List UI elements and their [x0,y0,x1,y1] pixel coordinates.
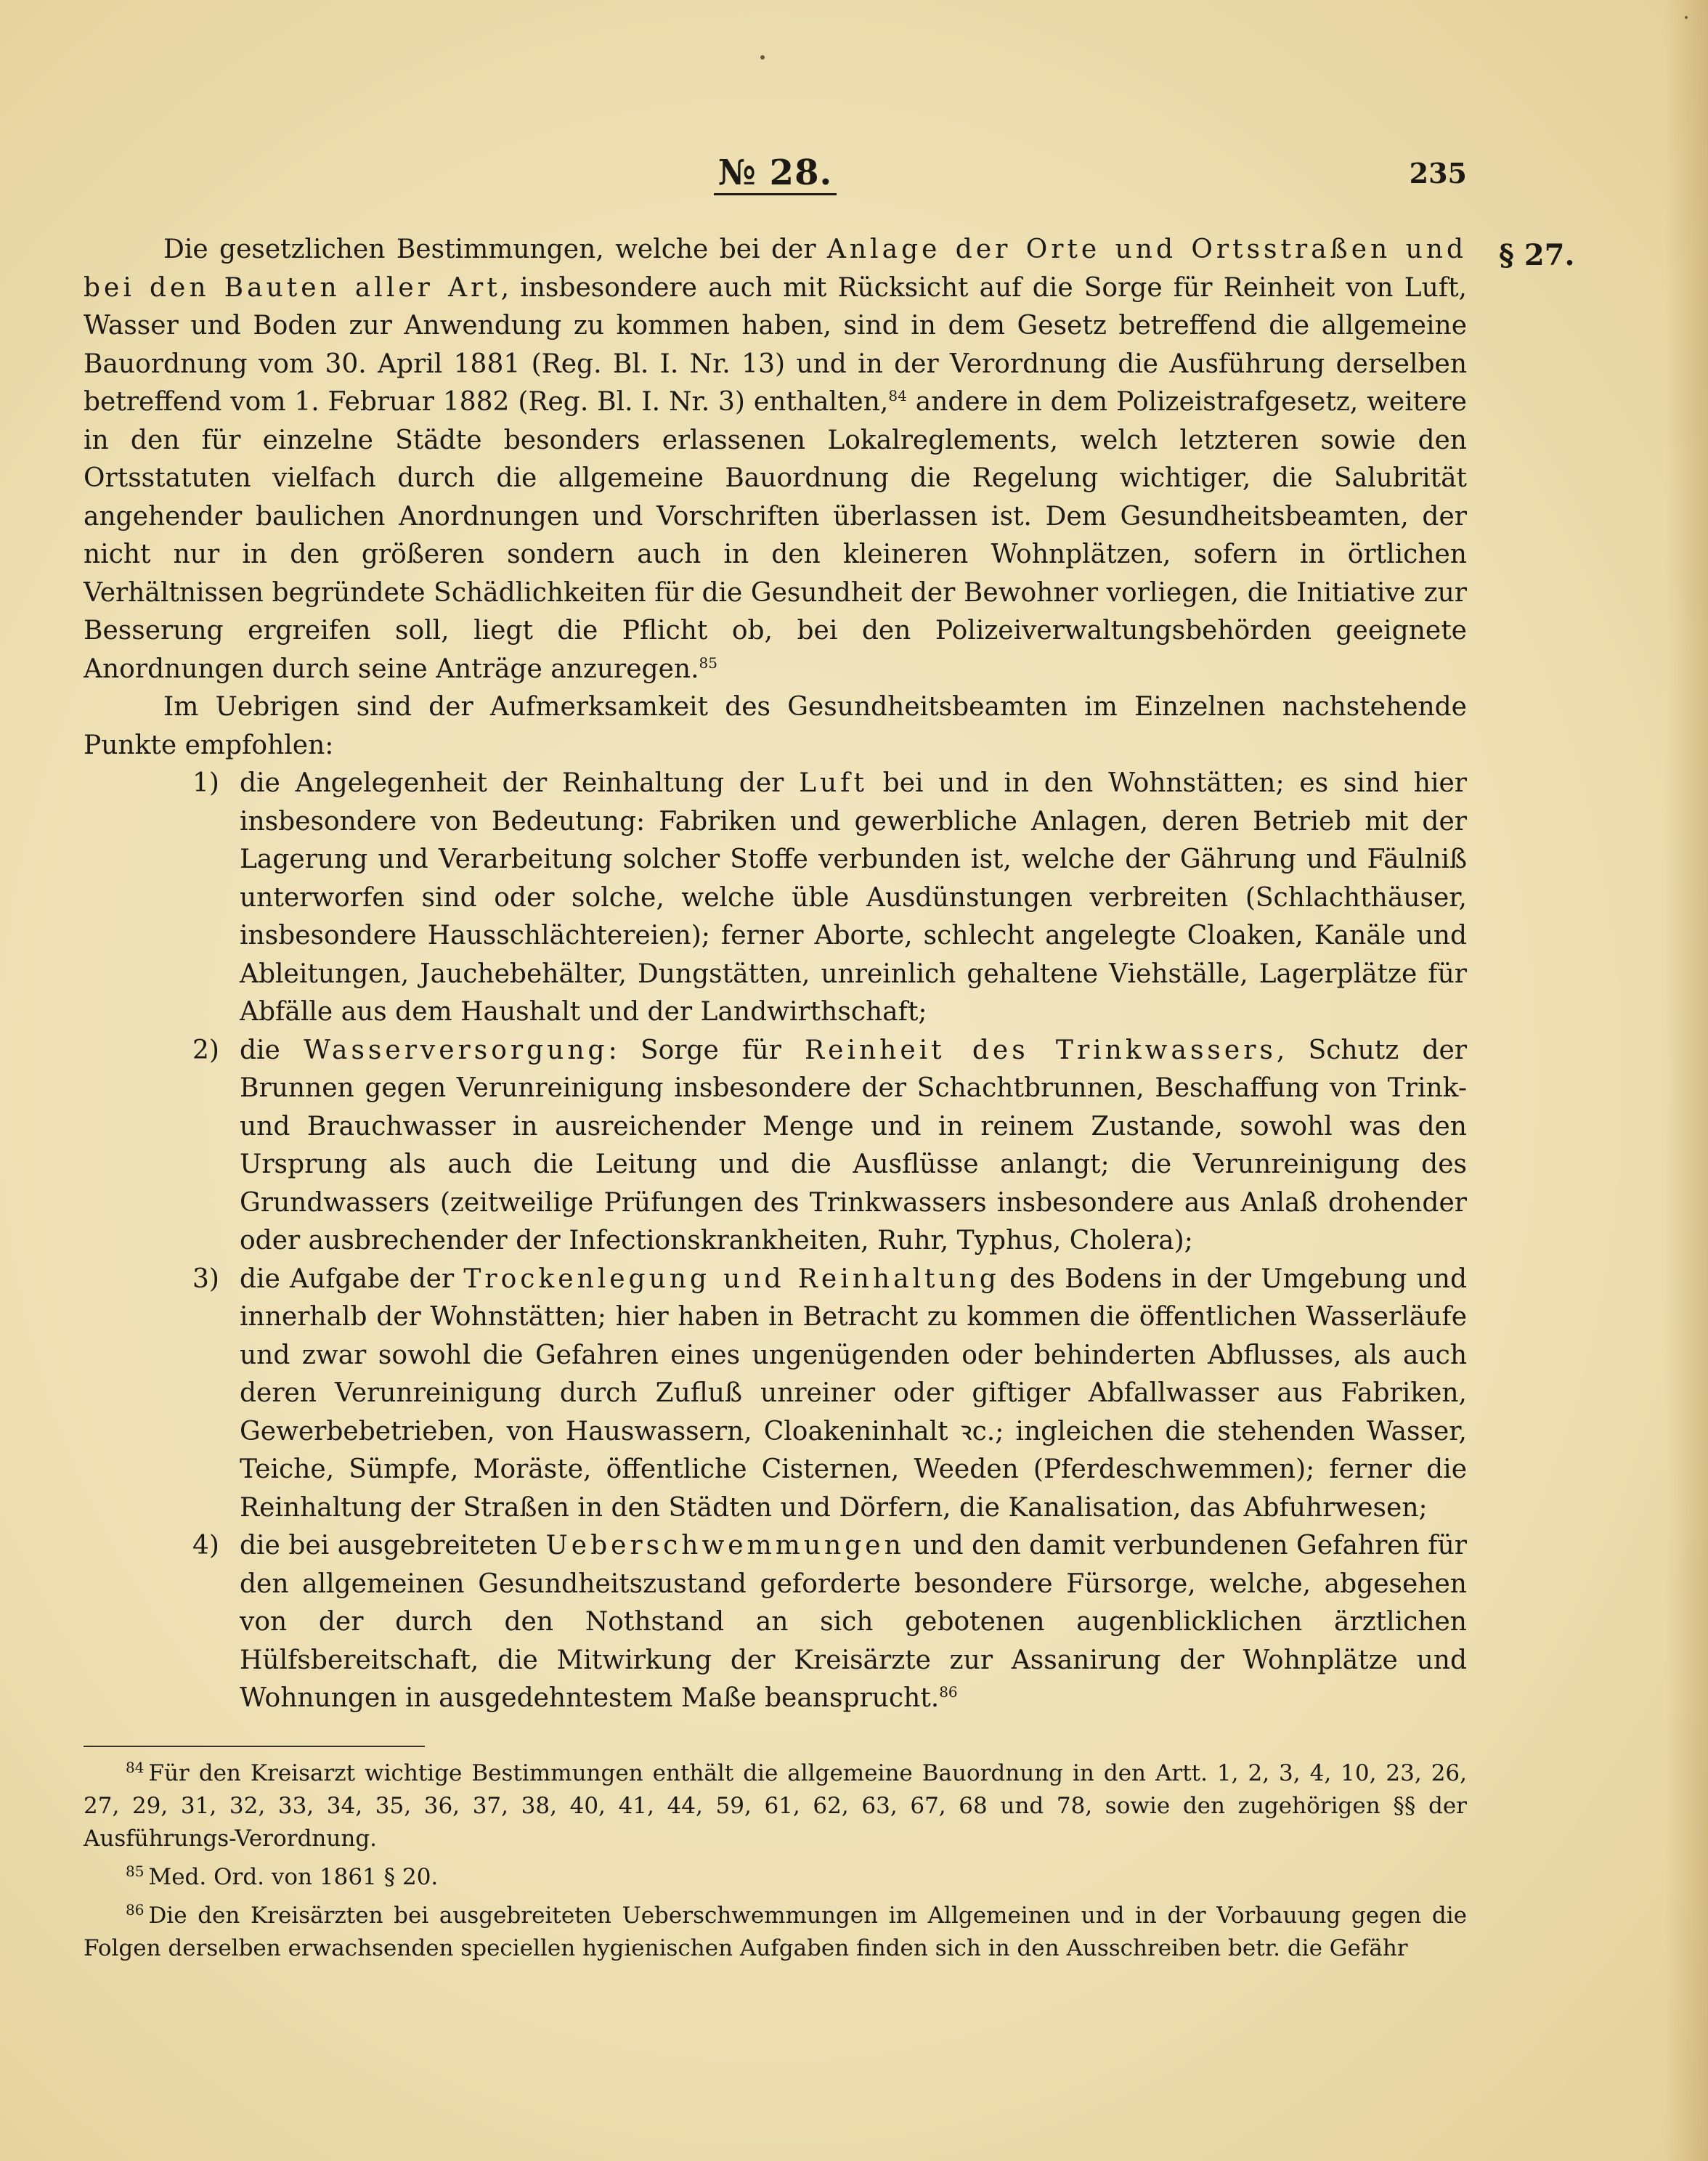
footnote-ref-85: 85 [699,654,717,672]
document-number-text: № 28. [714,152,837,195]
list-item: 4) die bei ausgebreiteten Ueberschwemmungen und den damit verbundenen Gefahren für den allgemeinen Gesundheitszustand geforderte besondere Fürsorge, welche, abgesehen von der durch den Nothstand an sich gebotenen augenblicklichen ärztlichen Hülfsbereitschaft, die Mitwirkung der Kreisärzte zur Assanirung der Wohnplätze und Wohnungen in ausgedehntestem Maße beansprucht.$^{86}$ [84,1527,1467,1718]
points-list [84,765,1467,1718]
spaced-emphasis: Anlage der Orte und Ortsstraßen und bei den Bauten aller Art [84,235,1467,303]
footnote-divider [84,1746,425,1747]
footnote-85: $^{85}$ Med. Ord. von 1861 § 20. [126,1862,439,1890]
footnote-84: $^{84}$ Für den Kreisarzt wichtige Bestimmungen enthält die allgemeine Bauordnung in den Artt. 1, 2, 3, 4, 10, 23, 26, 27, 29, 31, 32, 33, 34, 35, 36, 37, 38, 40, 41, 44, 59, 61, 62, 63, 67, 68 und 78, sowie den zugehörigen §§ der Ausführungs-Verordnung. [84,1758,1467,1852]
footnote-ref-86: 86 [939,1683,958,1701]
list-item: 2) die Wasserversorgung: Sorge für Reinheit des Trinkwassers, Schutz der Brunnen gegen Verunreinigung insbesondere der Schachtbrunnen, Beschaffung von Trink- und Brauchwasser in ausreichender Menge und in reinem Zustande, sowohl was den Ursprung als auch die Leitung und die Ausflüsse anlangt; die Verunreinigung des Grundwassers (zeitweilige Prüfungen des Trinkwassers insbesondere aus Anlaß drohender oder ausbrechender der Infectionskrankheiten, Ruhr, Typhus, Cholera); [84,1032,1467,1261]
list-item: 3) die Aufgabe der Trockenlegung und Reinhaltung des Bodens in der Umgebung und innerhalb der Wohnstätten; hier haben in Betracht zu kommen die öffentlichen Wasserläufe und zwar sowohl die Gefahren eines ungenügenden oder behinderten Abflusses, als auch deren Verunreinigung durch Zufluß unreiner oder giftiger Abfallwasser aus Fabriken, Gewerbebetrieben, von Hauswassern, Cloakeninhalt ꝛc.; ingleichen die stehenden Wasser, Teiche, Sümpfe, Moräste, öffentliche Cisternen, Weeden (Pferdeschwemmen); ferner die Reinhaltung der Straßen in den Städten und Dörfern, die Kanalisation, das Abfuhrwesen; [84,1261,1467,1528]
page-edge-shadow [1664,0,1708,2161]
paragraph-building-regulations: Die gesetzlichen Bestimmungen, welche bei der Anlage der Orte und Ortsstraßen und bei den Bauten aller Art, insbesondere auch mit Rücksicht auf die Sorge für Reinheit von Luft, Wasser und Boden zur Anwendung zu kommen haben, sind in dem Gesetz betreffend die allgemeine Bauordnung vom 30. April 1881 (Reg. Bl. I. Nr. 13) und in der Verordnung die Ausführung derselben betreffend vom 1. Februar 1882 (Reg. Bl. I. Nr. 3) enthalten,$^{84}$ andere in dem Polizeistrafgesetz, weitere in den für einzelne Städte besonders erlassenen Lokalreglements, welch letzteren sowie den Ortsstatuten vielfach durch die allgemeine Bauordnung die Regelung wichtiger, die Salubrität angehender baulichen Anordnungen und Vorschriften überlassen ist. Dem Gesundheitsbeamten, der nicht nur in den größeren sondern auch in den kleineren Wohnplätzen, sofern in örtlichen Verhältnissen begründete Schädlichkeiten für die Gesundheit der Bewohner vorliegen, die Initiative zur Besserung ergreifen soll, liegt die Pflicht ob, bei den Polizeiverwaltungsbehörden geeignete Anordnungen durch seine Anträge anzuregen.$^{85}$ [84,235,1467,684]
ink-speck [1685,16,1688,19]
main-text [84,231,1467,1718]
ink-speck [760,55,765,60]
footnote-86: $^{86}$ Die den Kreisärzten bei ausgebreiteten Ueberschwemmungen im Allgemeinen und in der Vorbauung gegen die Folgen derselben erwachsenden speciellen hygienischen Aufgaben finden sich in den Ausschreiben betr. die Gefähr [84,1900,1467,1961]
list-number: 1) [192,768,219,798]
page-header [84,152,1467,203]
list-number: 4) [192,1531,219,1560]
list-number: 3) [192,1263,219,1294]
section-mark: § 27. [1499,238,1575,272]
page-number: 235 [1409,157,1467,190]
document-number [84,152,1467,193]
footnote-ref-84: 84 [888,387,907,404]
list-item: 1) die Angelegenheit der Reinhaltung der Luft bei und in den Wohnstätten; es sind hier insbesondere von Bedeutung: Fabriken und gewerbliche Anlagen, deren Betrieb mit der Lagerung und Verarbeitung solcher Stoffe verbunden ist, welche der Gährung und Fäulniß unterworfen sind oder solche, welche üble Ausdünstungen verbreiten (Schlachthäuser, insbesondere Hausschlächtereien); ferner Aborte, schlecht angelegte Cloaken, Kanäle und Ableitungen, Jauchebehälter, Dungstätten, unreinlich gehaltene Viehställe, Lagerplätze für Abfälle aus dem Haushalt und der Landwirthschaft; [84,765,1467,1032]
list-number: 2) [192,1035,219,1065]
footnotes [84,1757,1467,1971]
paragraph-points-intro: Im Uebrigen sind der Aufmerksamkeit des Gesundheitsbeamten im Einzelnen nachstehende Punkte empfohlen: [84,692,1467,760]
